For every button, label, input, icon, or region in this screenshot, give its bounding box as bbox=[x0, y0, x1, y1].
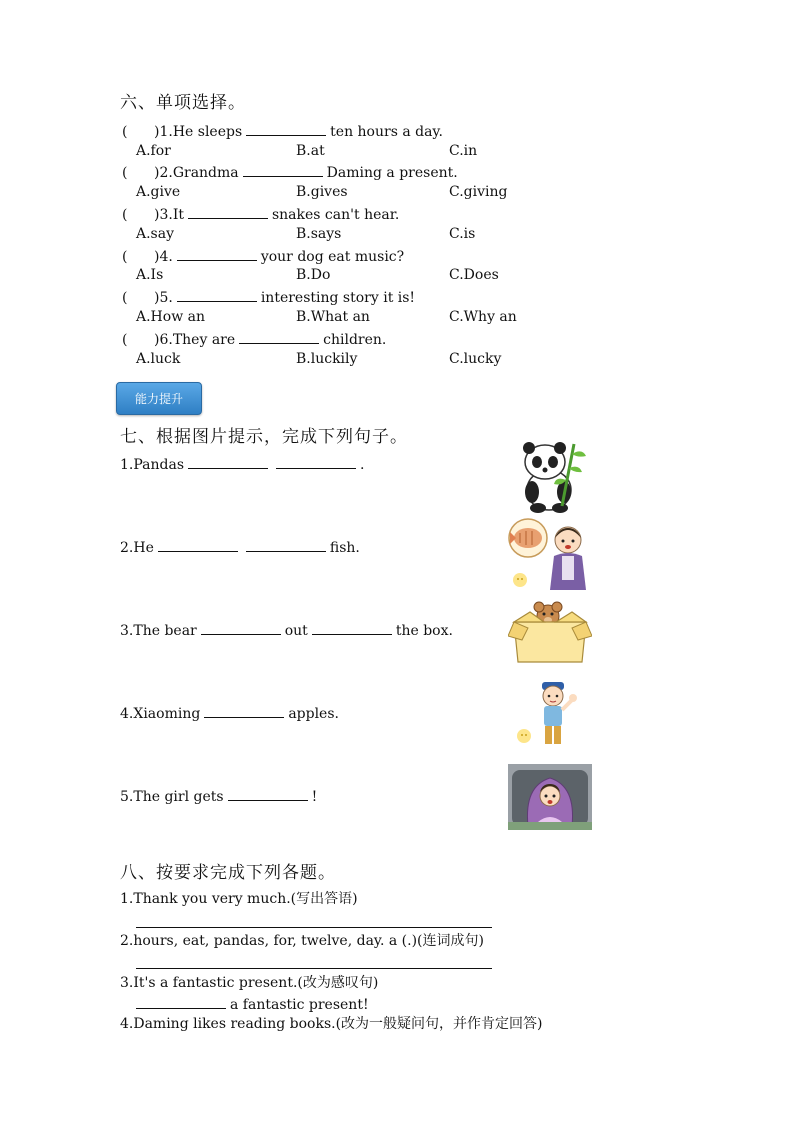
answer-line-2[interactable] bbox=[136, 968, 492, 969]
option-b: B.at bbox=[296, 143, 325, 159]
section8-title: 八、按要求完成下列各题。 bbox=[120, 863, 336, 883]
option-a: A.luck bbox=[136, 351, 181, 367]
option-a: A.give bbox=[136, 184, 181, 200]
option-c: C.is bbox=[449, 226, 476, 242]
answer-blank[interactable] bbox=[177, 287, 257, 302]
boy-fish-picture bbox=[508, 516, 592, 594]
answer-blank[interactable] bbox=[201, 620, 281, 635]
option-b: B.What an bbox=[296, 309, 370, 325]
boy-waving-picture bbox=[512, 678, 584, 750]
bear-in-box-picture bbox=[508, 600, 592, 668]
option-a: A.say bbox=[136, 226, 175, 242]
picture-sentence-2: 2.He fish. bbox=[120, 537, 360, 557]
answer-blank[interactable] bbox=[177, 246, 257, 261]
question-4: ( )4. your dog eat music? bbox=[122, 246, 404, 266]
option-c: C.Why an bbox=[449, 309, 517, 325]
option-a: A.Is bbox=[136, 267, 164, 283]
answer-blank[interactable] bbox=[228, 786, 308, 801]
section7-title: 七、根据图片提示，完成下列句子。 bbox=[120, 427, 408, 447]
task-3-answer: a fantastic present! bbox=[136, 994, 369, 1014]
option-c: C.giving bbox=[449, 184, 508, 200]
option-b: B.Do bbox=[296, 267, 331, 283]
answer-blank[interactable] bbox=[188, 204, 268, 219]
question-6: ( )6.They are children. bbox=[122, 329, 386, 349]
answer-blank[interactable] bbox=[246, 537, 326, 552]
option-b: B.gives bbox=[296, 184, 348, 200]
option-a: A.for bbox=[136, 143, 171, 159]
option-c: C.in bbox=[449, 143, 478, 159]
panda-picture bbox=[512, 436, 586, 514]
picture-sentence-5: 5.The girl gets ! bbox=[120, 786, 317, 806]
task-1: 1.Thank you very much.(写出答语) bbox=[120, 891, 358, 907]
section6-title: 六、单项选择。 bbox=[120, 93, 246, 113]
question-1: ( )1.He sleeps ten hours a day. bbox=[122, 121, 443, 141]
answer-blank[interactable] bbox=[246, 121, 326, 136]
option-b: B.luckily bbox=[296, 351, 358, 367]
ability-improvement-badge: 能力提升 bbox=[116, 382, 202, 415]
answer-line-1[interactable] bbox=[136, 927, 492, 928]
answer-blank[interactable] bbox=[312, 620, 392, 635]
option-c: C.Does bbox=[449, 267, 499, 283]
answer-blank[interactable] bbox=[188, 454, 268, 469]
task-2: 2.hours, eat, pandas, for, twelve, day. a (.)(连词成句) bbox=[120, 933, 484, 949]
task-3: 3.It's a fantastic present.(改为感叹句) bbox=[120, 975, 379, 991]
answer-blank[interactable] bbox=[243, 162, 323, 177]
answer-blank[interactable] bbox=[158, 537, 238, 552]
answer-blank[interactable] bbox=[136, 994, 226, 1009]
answer-blank[interactable] bbox=[239, 329, 319, 344]
task-4: 4.Daming likes reading books.(改为一般疑问句，并作肯定回答) bbox=[120, 1016, 543, 1032]
picture-sentence-3: 3.The bear out the box. bbox=[120, 620, 453, 640]
question-3: ( )3.It snakes can't hear. bbox=[122, 204, 399, 224]
picture-sentence-4: 4.Xiaoming apples. bbox=[120, 703, 339, 723]
question-2: ( )2.Grandma Daming a present. bbox=[122, 162, 458, 182]
option-c: C.lucky bbox=[449, 351, 502, 367]
option-a: A.How an bbox=[136, 309, 205, 325]
answer-blank[interactable] bbox=[276, 454, 356, 469]
scared-girl-picture bbox=[508, 764, 592, 830]
option-b: B.says bbox=[296, 226, 342, 242]
picture-sentence-1: 1.Pandas . bbox=[120, 454, 364, 474]
answer-blank[interactable] bbox=[204, 703, 284, 718]
question-5: ( )5. interesting story it is! bbox=[122, 287, 415, 307]
